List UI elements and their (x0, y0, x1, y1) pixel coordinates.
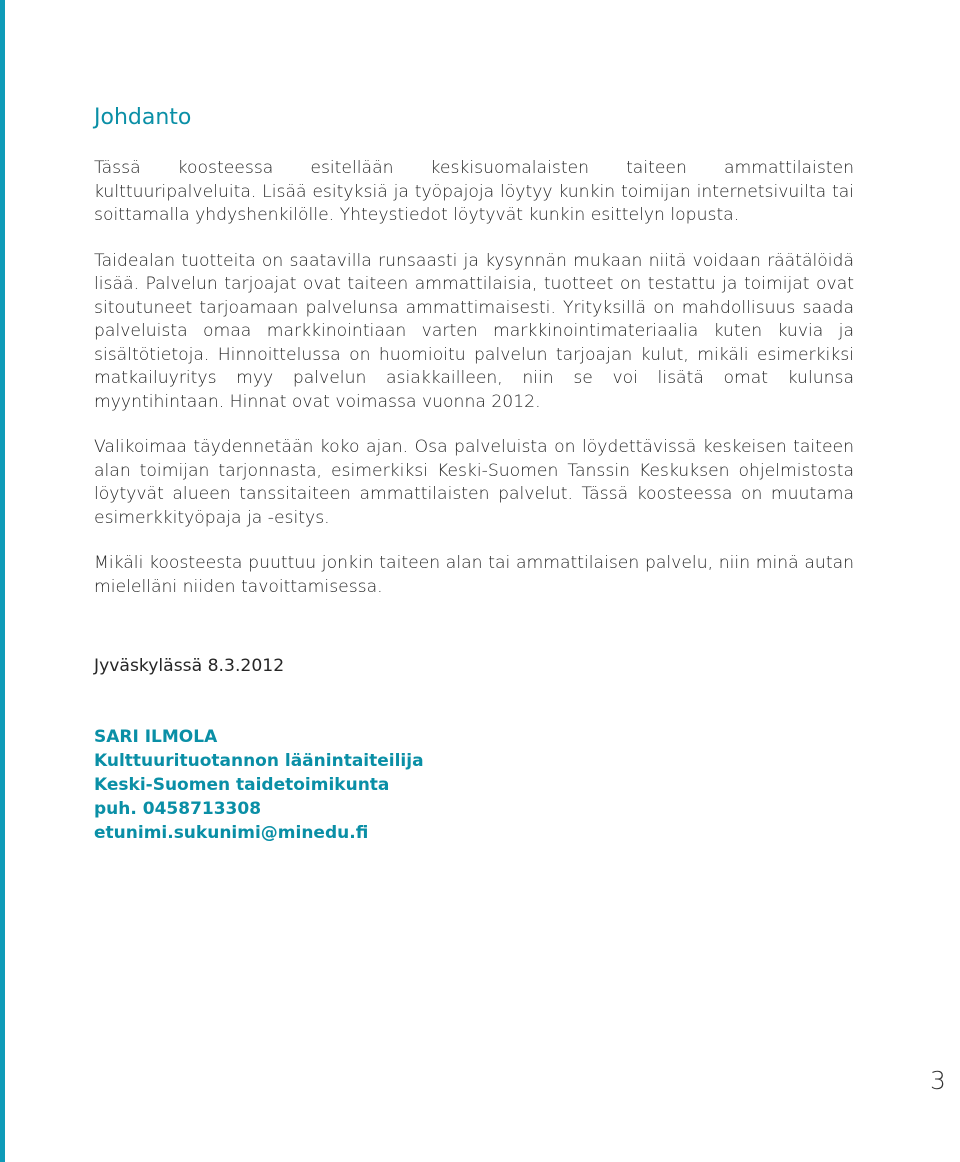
signature-name: SARI ILMOLA (94, 726, 218, 747)
paragraph-4: Mikäli koosteesta puuttuu jonkin taiteen alan tai ammattilaisen palvelu, niin minä autan mielelläni niiden tavoittamisessa. (94, 553, 854, 597)
signature-organization: Keski-Suomen taidetoimikunta (94, 774, 390, 795)
place-and-date: Jyväskylässä 8.3.2012 (94, 656, 285, 676)
paragraph-3: Valikoimaa täydennetään koko ajan. Osa palveluista on löydettävissä keskeisen taiteen alan toimijan tarjonnasta, esimerkiksi Keski-Suomen Tanssin Keskuksen ohjelmistosta löytyvät alueen tanssitaiteen ammattilaisten palvelut. Tässä koosteessa on muutama esimerkkityöpaja ja -esitys. (94, 437, 854, 528)
signature-email: etunimi.sukunimi@minedu.fi (94, 822, 369, 843)
paragraph-1: Tässä koosteessa esitellään keskisuomalaisten taiteen ammattilaisten kulttuuripalveluita. Lisää esityksiä ja työpajoja löytyy kunkin toimijan internetsivuilta tai soittamalla yhdyshenkilölle. Yhteystiedot löytyvät kunkin esittelyn lopusta. (94, 158, 854, 225)
signature-block (94, 725, 854, 845)
page-heading: Johdanto (94, 105, 192, 130)
paragraph-2: Taidealan tuotteita on saatavilla runsaasti ja kysynnän mukaan niitä voidaan räätälöidä lisää. Palvelun tarjoajat ovat taiteen ammattilaisia, tuotteet on testattu ja toimijat ovat sitoutuneet tarjoamaan palvelunsa ammattimaisesti. Yrityksillä on mahdollisuus saada palveluista omaa markkinointiaan varten markkinointimateriaalia kuten kuvia ja sisältötietoja. Hinnoittelussa on huomioitu palvelun tarjoajan kulut, mikäli esimerkiksi matkailuyritys myy palvelun asiakkailleen, niin se voi lisätä omat kulunsa myyntihintaan. Hinnat ovat voimassa vuonna 2012. (94, 250, 854, 412)
left-accent-bar (0, 0, 5, 1162)
signature-title: Kulttuurituotannon läänintaiteilija (94, 750, 424, 771)
page-number: 3 (930, 1066, 946, 1095)
signature-phone: puh. 0458713308 (94, 798, 262, 819)
document-body (94, 104, 854, 845)
